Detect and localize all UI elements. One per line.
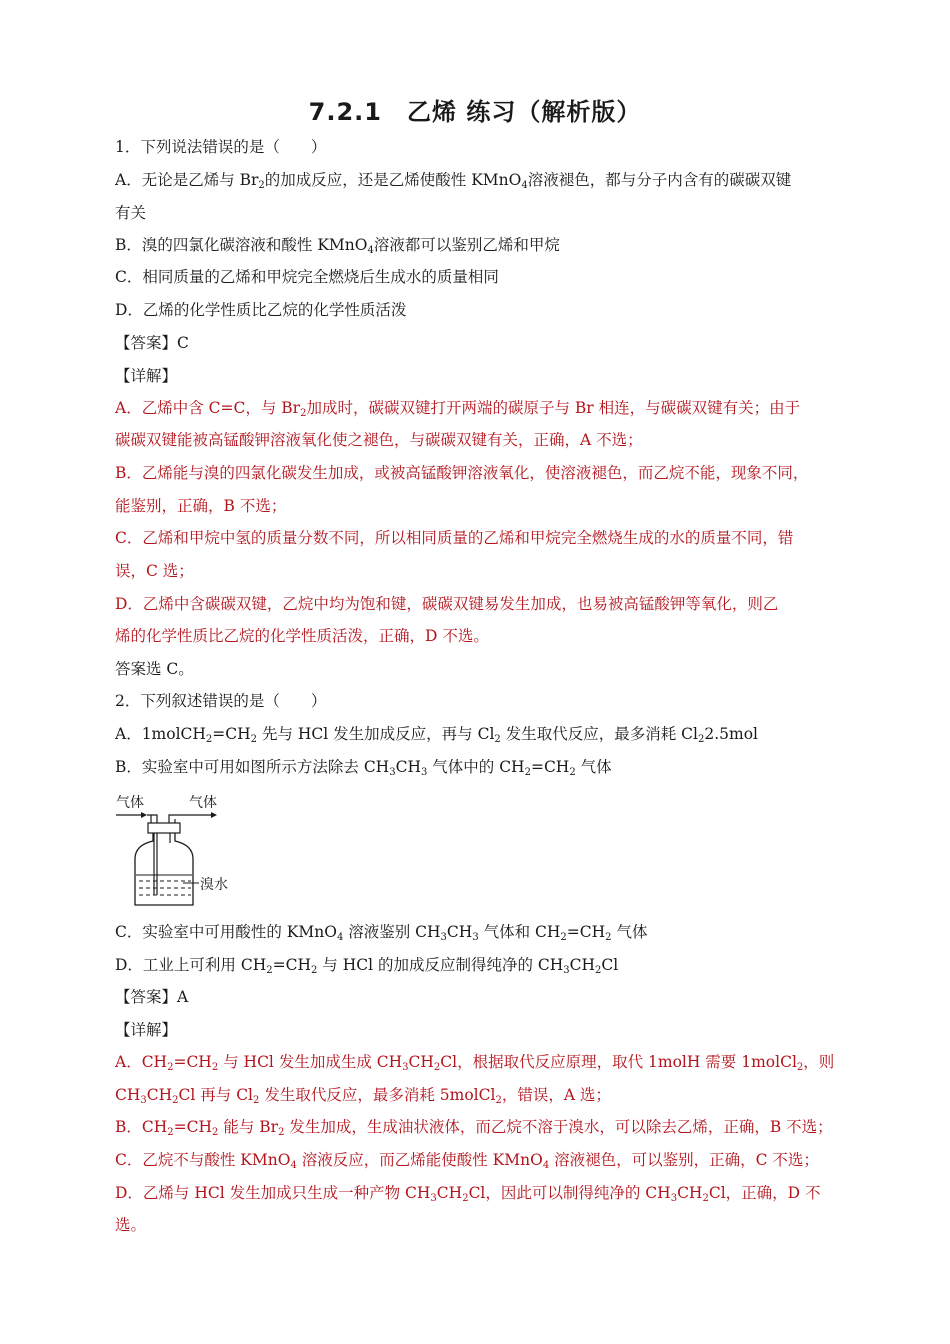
q1-option-b: B．溴的四氯化碳溶液和酸性 KMnO$_4$溶液都可以鉴别乙烯和甲烷 bbox=[115, 236, 560, 256]
q2-option-d: D．工业上可利用 $CH_2=CH_2$ 与 HCl 的加成反应制得纯净的 $CH_3CH_2Cl$ bbox=[115, 956, 619, 976]
q1-explain-c: C．乙烯和甲烷中氢的质量分数不同，所以相同质量的乙烯和甲烷完全燃烧生成的水的质量不同，错 bbox=[115, 529, 794, 547]
q2-explain-b: B．$CH_2=CH_2$ 能与 $Br_2$ 发生加成，生成油状液体，而乙烷不溶于溴水，可以除去乙烯，正确，B 不选； bbox=[115, 1118, 833, 1138]
q1-explain-b-cont: 能鉴别，正确，B 不选； bbox=[115, 497, 287, 515]
gas-washing-bottle-diagram bbox=[113, 793, 235, 911]
q1-explain-a: A．乙烯中含 C=C，与 $Br_2$加成时，碳碳双键打开两端的碳原子与 Br 相连，与碳碳双键有关；由于 bbox=[115, 399, 801, 419]
q2-detail-heading: 【详解】 bbox=[115, 1021, 178, 1039]
q2-explain-c: C．乙烷不与酸性 KMnO$_4$ 溶液反应，而乙烯能使酸性 KMnO$_4$ 溶液褪色，可以鉴别，正确，C 不选； bbox=[115, 1151, 819, 1171]
q1-option-c: C．相同质量的乙烯和甲烷完全燃烧后生成水的质量相同 bbox=[115, 268, 499, 286]
q1-option-a: A．无论是乙烯与 $Br_2$的加成反应，还是乙烯使酸性 KMnO$_4$溶液褪色，都与分子内含有的碳碳双键 bbox=[115, 171, 792, 191]
q1-explain-d: D．乙烯中含碳碳双键，乙烷中均为饱和键，碳碳双键易发生加成，也易被高锰酸钾等氧化，则乙 bbox=[115, 595, 779, 613]
q1-final: 答案选 C。 bbox=[115, 660, 194, 678]
q2-answer: 【答案】A bbox=[115, 988, 189, 1006]
q1-answer: 【答案】C bbox=[115, 334, 189, 352]
q2-explain-a-cont: $CH_3CH_2Cl$ 再与 $Cl_2$ 发生取代反应，最多消耗 5molCl$_2$，错误，A 选； bbox=[115, 1086, 611, 1106]
q2-stem: 2．下列叙述错误的是（ ） bbox=[115, 692, 327, 710]
q1-explain-a-cont: 碳碳双键能被高锰酸钾溶液氧化使之褪色，与碳碳双键有关，正确，A 不选； bbox=[115, 431, 643, 449]
q2-explain-d-cont: 选。 bbox=[115, 1216, 147, 1234]
q1-detail-heading: 【详解】 bbox=[115, 367, 178, 385]
q1-explain-c-cont: 误，C 选； bbox=[115, 562, 194, 580]
q1-stem: 1．下列说法错误的是（ ） bbox=[115, 138, 327, 156]
q1-option-d: D．乙烯的化学性质比乙烷的化学性质活泼 bbox=[115, 301, 407, 319]
gas-out-label: 气体 bbox=[189, 795, 217, 811]
q2-explain-a: A．$CH_2=CH_2$ 与 HCl 发生加成生成 $CH_3CH_2Cl$，根据取代反应原理，取代 1molH 需要 1molCl$_2$，则 bbox=[115, 1053, 835, 1073]
q1-explain-d-cont: 烯的化学性质比乙烷的化学性质活泼，正确，D 不选。 bbox=[115, 627, 489, 645]
page-title: 7.2.1 乙烯 练习（解析版） bbox=[308, 98, 642, 126]
q1-option-a-cont: 有关 bbox=[115, 204, 147, 222]
q1-explain-b: B．乙烯能与溴的四氯化碳发生加成，或被高锰酸钾溶液氧化，使溶液褪色，而乙烷不能，现象不同， bbox=[115, 464, 809, 482]
q2-explain-d: D．乙烯与 HCl 发生加成只生成一种产物 $CH_3CH_2Cl$，因此可以制得纯净的 $CH_3CH_2Cl$，正确，D 不 bbox=[115, 1184, 821, 1204]
q2-option-a: A．$1molCH_2=CH_2$ 先与 HCl 发生加成反应，再与 $Cl_2$ 发生取代反应，最多消耗 $Cl_22.5mol$ bbox=[115, 725, 758, 745]
gas-in-label: 气体 bbox=[116, 795, 144, 811]
bromine-water-label: 溴水 bbox=[200, 877, 228, 893]
q2-option-c: C．实验室中可用酸性的 KMnO$_4$ 溶液鉴别 $CH_3CH_3$ 气体和 $CH_2=CH_2$ 气体 bbox=[115, 923, 648, 943]
q2-option-b: B．实验室中可用如图所示方法除去 $CH_3CH_3$ 气体中的 $CH_2=CH_2$ 气体 bbox=[115, 758, 612, 778]
